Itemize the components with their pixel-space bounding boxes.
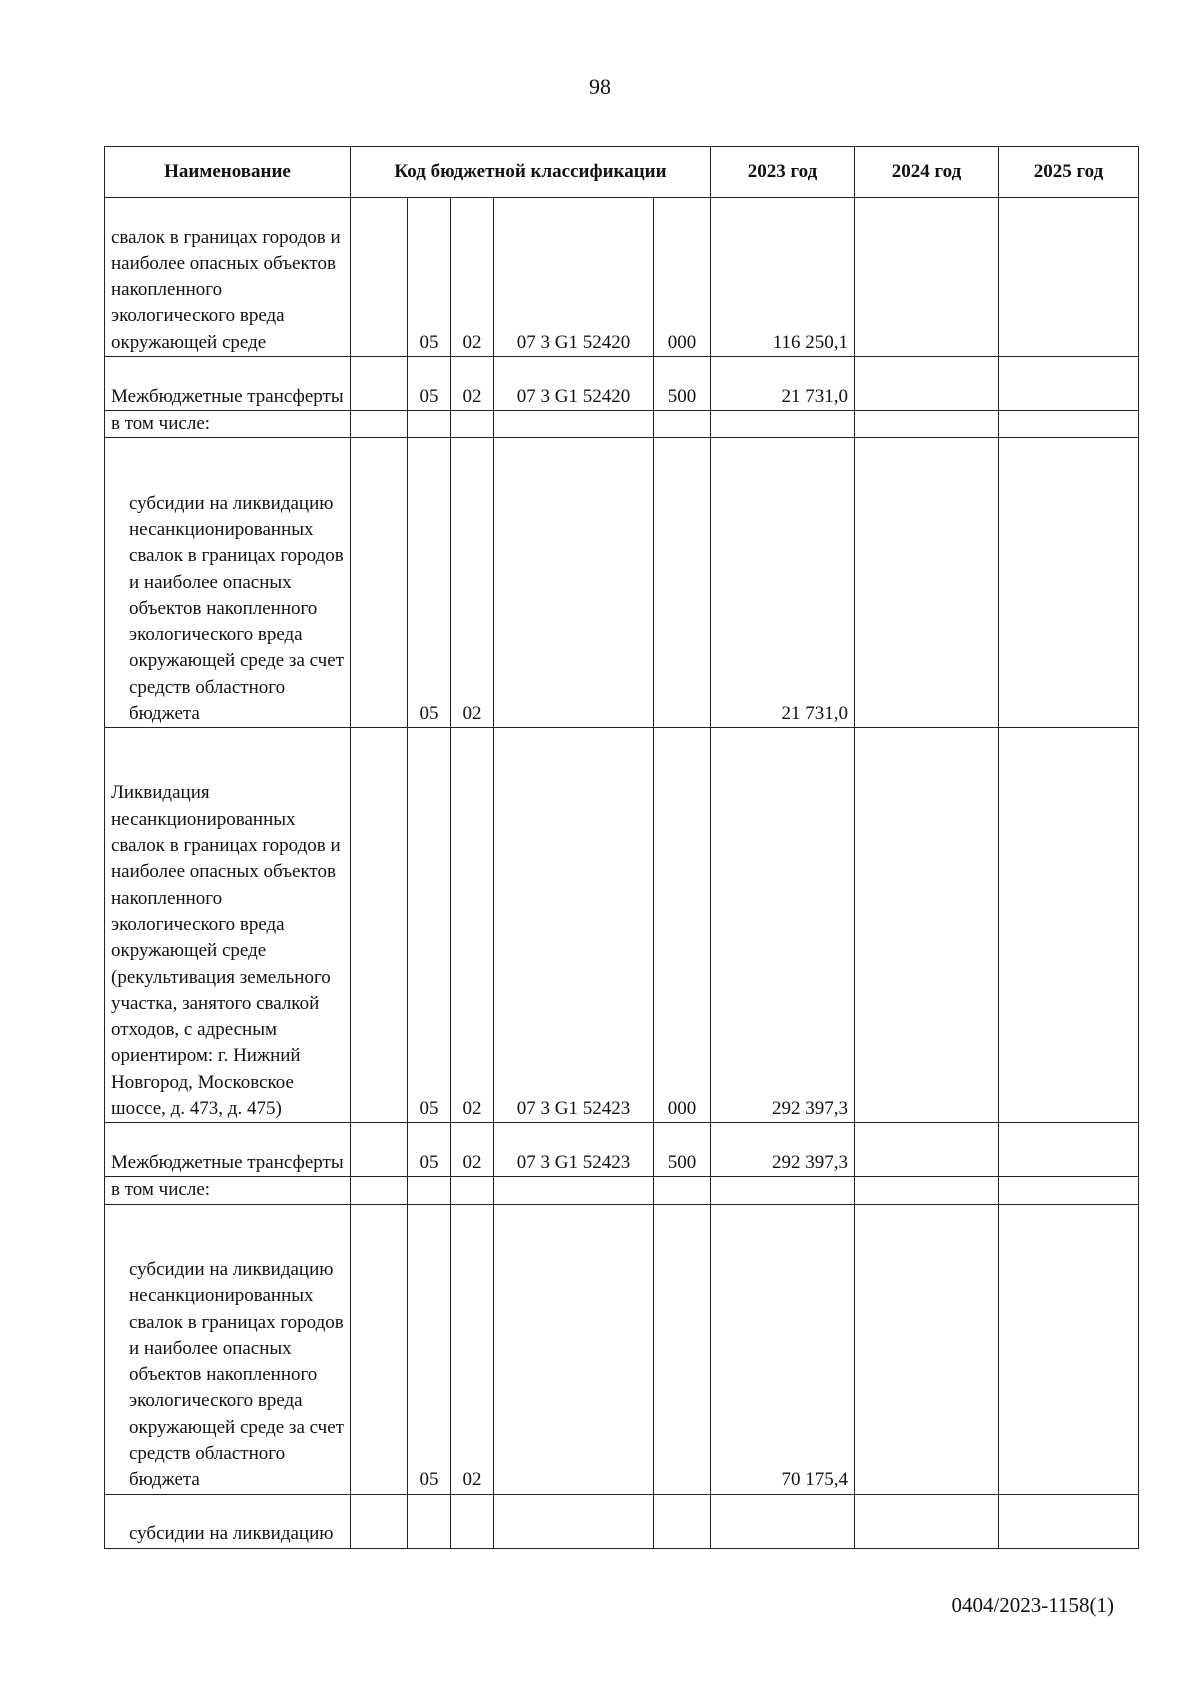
amount-2023: 116 250,1 — [711, 198, 855, 357]
section-code: 05 — [408, 198, 451, 357]
row-name: Межбюджетные трансферты — [105, 357, 351, 411]
target-article-code: 07 3 G1 52423 — [494, 1123, 654, 1177]
table-row — [105, 357, 1139, 411]
target-article-code — [494, 1177, 654, 1204]
section-code: 05 — [408, 357, 451, 411]
expense-type-code: 500 — [654, 357, 711, 411]
amount-2023 — [711, 1177, 855, 1204]
table-row — [105, 411, 1139, 438]
amount-2023: 292 397,3 — [711, 728, 855, 1123]
code-cell — [351, 1123, 408, 1177]
budget-table — [104, 146, 1139, 1549]
amount-2023: 21 731,0 — [711, 438, 855, 728]
expense-type-code: 000 — [654, 728, 711, 1123]
code-cell — [351, 198, 408, 357]
subsection-code: 02 — [451, 438, 494, 728]
header-2025: 2025 год — [999, 147, 1139, 198]
code-cell — [351, 411, 408, 438]
target-article-code — [494, 438, 654, 728]
code-cell — [351, 438, 408, 728]
section-code: 05 — [408, 1123, 451, 1177]
expense-type-code — [654, 1494, 711, 1548]
amount-2024 — [855, 438, 999, 728]
section-code — [408, 411, 451, 438]
expense-type-code: 000 — [654, 198, 711, 357]
section-code: 05 — [408, 1204, 451, 1494]
table-row — [105, 728, 1139, 1123]
amount-2025 — [999, 1494, 1139, 1548]
section-code: 05 — [408, 728, 451, 1123]
row-name: Межбюджетные трансферты — [105, 1123, 351, 1177]
code-cell — [351, 1204, 408, 1494]
target-article-code: 07 3 G1 52423 — [494, 728, 654, 1123]
amount-2025 — [999, 438, 1139, 728]
section-code — [408, 1494, 451, 1548]
amount-2023: 292 397,3 — [711, 1123, 855, 1177]
row-name: свалок в границах городов и наиболее опасных объектов накопленного экологического вреда окружающей среде — [105, 198, 351, 357]
subsection-code — [451, 1177, 494, 1204]
header-2023: 2023 год — [711, 147, 855, 198]
amount-2025 — [999, 1204, 1139, 1494]
table-row — [105, 198, 1139, 357]
table-row — [105, 438, 1139, 728]
table-header-row — [105, 147, 1139, 198]
row-name: субсидии на ликвидацию несанкционированных свалок в границах городов и наиболее опасных объектов накопленного экологического вреда окружающей среде за счет средств областного бюджета — [105, 438, 351, 728]
code-cell — [351, 357, 408, 411]
row-name: в том числе: — [105, 1177, 351, 1204]
expense-type-code: 500 — [654, 1123, 711, 1177]
amount-2025 — [999, 411, 1139, 438]
target-article-code — [494, 1204, 654, 1494]
row-name: субсидии на ликвидацию — [105, 1494, 351, 1548]
amount-2024 — [855, 1494, 999, 1548]
document-code-footer: 0404/2023-1158(1) — [951, 1593, 1114, 1617]
amount-2024 — [855, 198, 999, 357]
code-cell — [351, 1494, 408, 1548]
amount-2023 — [711, 1494, 855, 1548]
code-cell — [351, 728, 408, 1123]
subsection-code — [451, 1494, 494, 1548]
expense-type-code — [654, 438, 711, 728]
amount-2025 — [999, 1123, 1139, 1177]
header-2024: 2024 год — [855, 147, 999, 198]
subsection-code — [451, 411, 494, 438]
table-row — [105, 1494, 1139, 1548]
amount-2023: 70 175,4 — [711, 1204, 855, 1494]
target-article-code — [494, 1494, 654, 1548]
amount-2024 — [855, 728, 999, 1123]
page-number: 98 — [589, 74, 611, 99]
table-row — [105, 1123, 1139, 1177]
amount-2025 — [999, 1177, 1139, 1204]
target-article-code: 07 3 G1 52420 — [494, 198, 654, 357]
row-name: субсидии на ликвидацию несанкционированных свалок в границах городов и наиболее опасных объектов накопленного экологического вреда окружающей среде за счет средств областного бюджета — [105, 1204, 351, 1494]
expense-type-code — [654, 1177, 711, 1204]
header-code: Код бюджетной классификации — [351, 147, 711, 198]
row-name: в том числе: — [105, 411, 351, 438]
amount-2023: 21 731,0 — [711, 357, 855, 411]
code-cell — [351, 1177, 408, 1204]
subsection-code: 02 — [451, 728, 494, 1123]
header-name: Наименование — [105, 147, 351, 198]
table-row — [105, 1177, 1139, 1204]
row-name: Ликвидация несанкционированных свалок в границах городов и наиболее опасных объектов накопленного экологического вреда окружающей среде (рекультивация земельного участка, занятого свалкой отходов, с адресным ориентиром: г. Нижний Новгород, Московское шоссе, д. 473, д. 475) — [105, 728, 351, 1123]
table-row — [105, 1204, 1139, 1494]
expense-type-code — [654, 411, 711, 438]
subsection-code: 02 — [451, 1123, 494, 1177]
expense-type-code — [654, 1204, 711, 1494]
subsection-code: 02 — [451, 198, 494, 357]
amount-2023 — [711, 411, 855, 438]
subsection-code: 02 — [451, 1204, 494, 1494]
target-article-code — [494, 411, 654, 438]
amount-2024 — [855, 1177, 999, 1204]
amount-2024 — [855, 1204, 999, 1494]
amount-2024 — [855, 357, 999, 411]
amount-2025 — [999, 728, 1139, 1123]
subsection-code: 02 — [451, 357, 494, 411]
amount-2025 — [999, 198, 1139, 357]
amount-2024 — [855, 411, 999, 438]
section-code — [408, 1177, 451, 1204]
target-article-code: 07 3 G1 52420 — [494, 357, 654, 411]
section-code: 05 — [408, 438, 451, 728]
amount-2025 — [999, 357, 1139, 411]
amount-2024 — [855, 1123, 999, 1177]
